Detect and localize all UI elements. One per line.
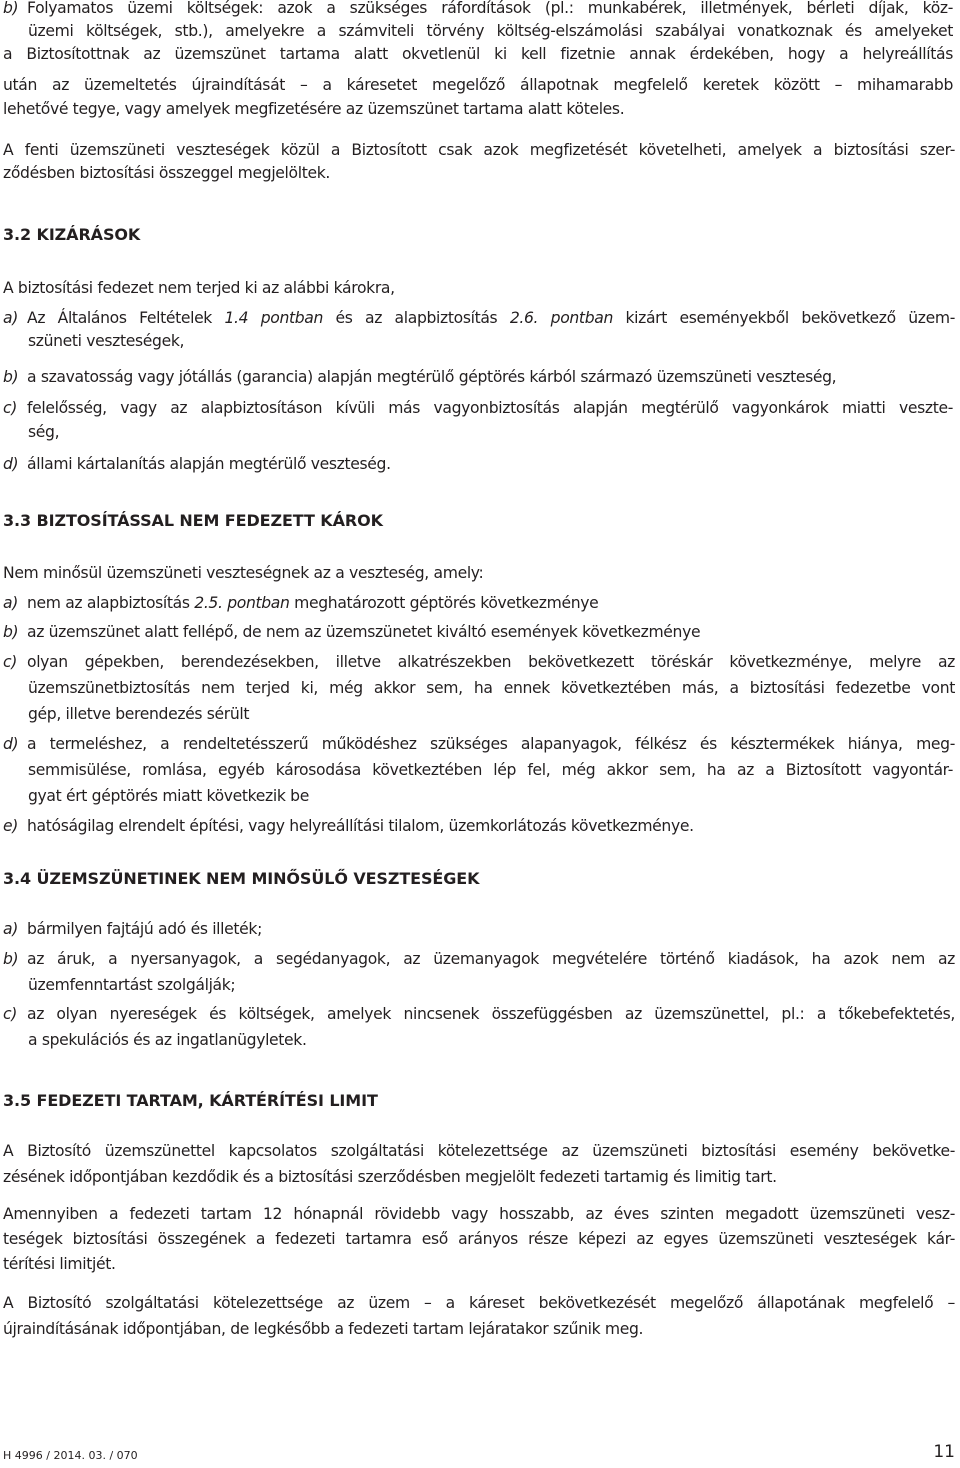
section-3-5-para-1-line-1: A Biztosító üzemszünettel kapcsolatos szolgáltatási kötelezettsége az üzemszüneti biztosítási esemény bekövetke- — [3, 1142, 955, 1160]
uncovered-item-c-cont-2: gép, illetve berendezés sérült — [28, 705, 250, 723]
section-3-3-intro: Nem minősül üzemszüneti veszteségnek az a veszteség, amely: — [3, 564, 484, 582]
list-marker: a) — [3, 920, 18, 938]
list-marker: c) — [3, 399, 17, 417]
section-3-2-intro: A biztosítási fedezet nem terjed ki az alábbi károkra, — [3, 279, 395, 297]
list-marker: c) — [3, 653, 17, 671]
intro-paragraph-line-1: A fenti üzemszüneti veszteségek közül a Biztosított csak azok megfizetését követelheti, amelyek a biztosítási szer- — [3, 141, 955, 159]
list-marker: b) — [3, 0, 19, 17]
uncovered-item-b: b) az üzemszünet alatt fellépő, de nem az üzemszünetet kiváltó események következménye — [3, 623, 701, 641]
list-marker: d) — [3, 735, 19, 753]
exclusion-item-c-cont: ség, — [28, 423, 60, 441]
section-3-3-heading: 3.3 BIZTOSÍTÁSSAL NEM FEDEZETT KÁROK — [3, 511, 383, 530]
list-marker: b) — [3, 623, 19, 641]
intro-item-b-line-3: a Biztosítottnak az üzemszünet tartama alatt okvetlenül ki kell fizetnie annak érdekében, hogy a helyreállítás — [3, 45, 953, 63]
exclusion-item-b: b) a szavatosság vagy jótállás (garancia) alapján megtérülő géptörés kárból származó üzemszüneti veszteség, — [3, 368, 837, 386]
section-3-5-para-3-line-2: újraindításának időpontjában, de legkésőbb a fedezeti tartam lejáratakor szűnik meg. — [3, 1320, 644, 1338]
non-loss-item-b-cont: üzemfenntartást szolgálják; — [28, 976, 236, 994]
exclusion-item-d: d) állami kártalanítás alapján megtérülő veszteség. — [3, 455, 391, 473]
list-marker: c) — [3, 1005, 17, 1023]
non-loss-item-c-cont: a spekulációs és az ingatlanügyletek. — [28, 1031, 307, 1049]
section-3-5-para-2-line-2: teségek biztosítási összegének a fedezeti tartamra eső arányos része képezi az egyes üzemszüneti veszteségek kár- — [3, 1230, 955, 1248]
intro-item-b-line-1: b) Folyamatos üzemi költségek: azok a szükséges ráfordítások (pl.: munkabérek, illetmények, bérleti díjak, köz- — [3, 0, 953, 19]
uncovered-item-c-cont-1: üzemszünetbiztosítás nem terjed ki, még akkor sem, ha ennek következtében más, a biztosítási fedezetbe vont — [28, 679, 955, 697]
list-marker: b) — [3, 950, 19, 968]
intro-item-b-line-4: után az üzemeltetés újraindítását – a káresetet megelőző állapotnak megfelelő keretek között – mihamarabb — [3, 76, 953, 94]
uncovered-item-c: c) olyan gépekben, berendezésekben, illetve alkatrészekben bekövetkezett töréskár következménye, melyre az — [3, 653, 955, 671]
section-3-5-para-2-line-3: térítési limitjét. — [3, 1255, 116, 1273]
intro-item-b-line-2: üzemi költségek, stb.), amelyekre a számviteli törvény költség-elszámolási szabályai vonatkoznak és amelyeket — [28, 22, 953, 40]
intro-paragraph-line-2: ződésben biztosítási összeggel megjelöltek. — [3, 164, 330, 182]
exclusion-item-a: a) Az Általános Feltételek 1.4 pontban és az alapbiztosítás 2.6. pontban kizárt eseményekből bekövetkező üzem- — [3, 309, 955, 327]
list-marker: d) — [3, 455, 19, 473]
non-loss-item-a: a) bármilyen fajtájú adó és illeték; — [3, 920, 262, 938]
uncovered-item-d: d) a termeléshez, a rendeltetésszerű működéshez szükséges alapanyagok, félkész és késztermékek hiánya, meg- — [3, 735, 955, 753]
list-marker: b) — [3, 368, 19, 386]
section-3-5-para-2-line-1: Amennyiben a fedezeti tartam 12 hónapnál rövidebb vagy hosszabb, az éves szinten megadott üzemszüneti vesz- — [3, 1205, 955, 1223]
uncovered-item-d-cont-1: semmisülése, romlása, egyéb károsodása következtében lép fel, még akkor sem, ha az a Biztosított vagyontár- — [28, 761, 953, 779]
list-marker: a) — [3, 594, 18, 612]
page-number: 11 — [933, 1442, 955, 1462]
intro-item-b-line-5: lehetővé tegye, vagy amelyek megfizetésére az üzemszünet tartama alatt köteles. — [3, 100, 625, 118]
section-3-5-para-3-line-1: A Biztosító szolgáltatási kötelezettsége az üzem – a káreset bekövetkezését megelőző állapotának megfelelő – — [3, 1294, 955, 1312]
section-3-5-heading: 3.5 FEDEZETI TARTAM, KÁRTÉRÍTÉSI LIMIT — [3, 1091, 378, 1110]
list-marker: a) — [3, 309, 18, 327]
uncovered-item-e: e) hatóságilag elrendelt építési, vagy helyreállítási tilalom, üzemkorlátozás következménye. — [3, 817, 694, 835]
section-3-2-heading: 3.2 KIZÁRÁSOK — [3, 225, 141, 244]
exclusion-item-a-cont: szüneti veszteségek, — [28, 332, 185, 350]
exclusion-item-c: c) felelősség, vagy az alapbiztosításon kívüli más vagyonbiztosítás alapján megtérülő vagyonkárok miatti veszte- — [3, 399, 953, 417]
uncovered-item-d-cont-2: gyat ért géptörés miatt következik be — [28, 787, 309, 805]
section-3-5-para-1-line-2: zésének időpontjában kezdődik és a biztosítási szerződésben megjelölt fedezeti tartamig és limitig tart. — [3, 1168, 777, 1186]
section-3-4-heading: 3.4 ÜZEMSZÜNETINEK NEM MINŐSÜLŐ VESZTESÉGEK — [3, 869, 480, 888]
list-marker: e) — [3, 817, 18, 835]
uncovered-item-a: a) nem az alapbiztosítás 2.5. pontban meghatározott géptörés következménye — [3, 594, 599, 612]
non-loss-item-c: c) az olyan nyereségek és költségek, amelyek nincsenek összefüggésben az üzemszünettel, pl.: a tőkebefektetés, — [3, 1005, 955, 1023]
document-code: H 4996 / 2014. 03. / 070 — [3, 1449, 138, 1462]
non-loss-item-b: b) az áruk, a nyersanyagok, a segédanyagok, az üzemanyagok megvételére történő kiadások, ha azok nem az — [3, 950, 955, 968]
